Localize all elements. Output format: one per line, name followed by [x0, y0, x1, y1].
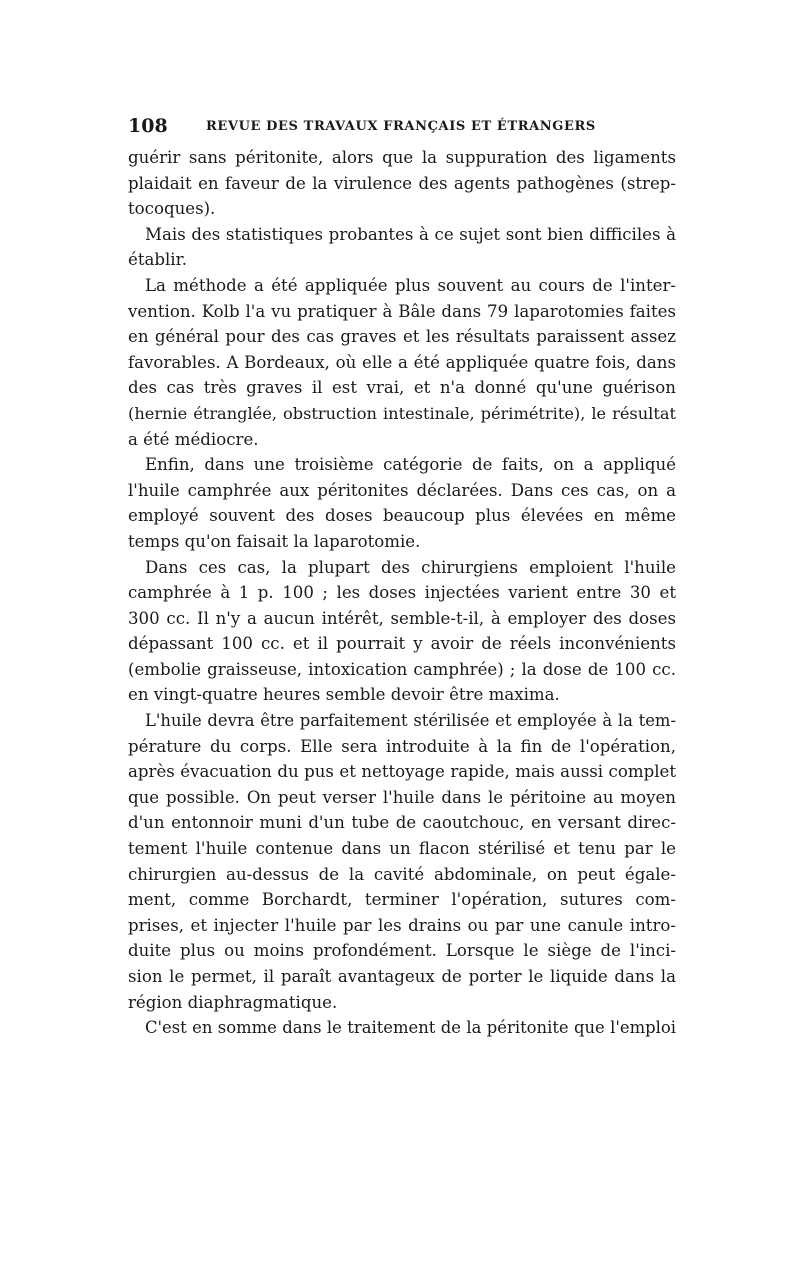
text-line: favorables. A Bordeaux, où elle a été appliquée quatre fois, dans — [128, 352, 676, 372]
text-line: a été médiocre. — [128, 429, 259, 449]
text-line: Dans ces cas, la plupart des chirurgiens emploient l'huile — [145, 557, 676, 577]
text-line: des cas très graves il est vrai, et n'a donné qu'une guérison — [128, 378, 676, 398]
page-number: 108 — [128, 115, 168, 137]
body-text — [128, 145, 676, 1041]
text-line: vention. Kolb l'a vu pratiquer à Bâle dans 79 laparotomies faites — [128, 301, 676, 321]
text-line: temps qu'on faisait la laparotomie. — [128, 531, 421, 551]
text-line: que possible. On peut verser l'huile dans le péritoine au moyen — [128, 787, 676, 807]
text-line: La méthode a été appliquée plus souvent au cours de l'inter- — [145, 275, 676, 295]
text-line: région diaphragmatique. — [128, 992, 338, 1012]
text-line: établir. — [128, 250, 188, 270]
text-line: Mais des statistiques probantes à ce sujet sont bien difficiles à — [145, 224, 676, 244]
running-head — [128, 114, 676, 142]
text-line: (embolie graisseuse, intoxication camphrée) ; la dose de 100 cc. — [128, 659, 676, 679]
text-line: guérir sans péritonite, alors que la suppuration des ligaments — [128, 148, 676, 167]
text-line: après évacuation du pus et nettoyage rapide, mais aussi complet — [128, 762, 676, 782]
text-line: d'un entonnoir muni d'un tube de caoutchouc, en versant direc- — [128, 813, 676, 833]
text-line: sion le permet, il paraît avantageux de porter le liquide dans la — [128, 967, 676, 986]
text-line: C'est en somme dans le traitement de la péritonite que l'emploi — [145, 1018, 676, 1038]
text-line: Enfin, dans une troisième catégorie de faits, on a appliqué — [145, 455, 676, 475]
text-line: l'huile camphrée aux péritonites déclarées. Dans ces cas, on a — [128, 480, 676, 500]
text-line: plaidait en faveur de la virulence des agents pathogènes (strep- — [128, 173, 676, 193]
text-line: (hernie étranglée, obstruction intestinale, périmétrite), le résultat — [128, 403, 676, 423]
text-line: 300 cc. Il n'y a aucun intérêt, semble-t-il, à employer des doses — [128, 608, 676, 628]
text-line: ment, comme Borchardt, terminer l'opération, sutures com- — [128, 890, 676, 910]
text-line: pérature du corps. Elle sera introduite à la fin de l'opération, — [128, 736, 676, 756]
text-line: tement l'huile contenue dans un flacon stérilisé et tenu par le — [128, 839, 676, 859]
text-line: employé souvent des doses beaucoup plus élevées en même — [128, 506, 676, 526]
text-line: camphrée à 1 p. 100 ; les doses injectées varient entre 30 et — [128, 583, 676, 603]
text-line: duite plus ou moins profondément. Lorsque le siège de l'inci- — [128, 941, 676, 961]
text-line: en vingt-quatre heures semble devoir être maxima. — [128, 685, 560, 705]
text-line: chirurgien au-dessus de la cavité abdominale, on peut égale- — [128, 864, 676, 884]
text-line: dépassant 100 cc. et il pourrait y avoir de réels inconvénients — [128, 634, 676, 654]
text-line: tocoques). — [128, 199, 216, 219]
text-line: L'huile devra être parfaitement stérilisée et employée à la tem- — [145, 711, 676, 731]
text-line: prises, et injecter l'huile par les drains ou par une canule intro- — [128, 915, 676, 935]
running-head-title: REVUE DES TRAVAUX FRANÇAIS ET ÉTRANGERS — [206, 119, 596, 134]
text-line: en général pour des cas graves et les résultats paraissent assez — [128, 327, 676, 347]
